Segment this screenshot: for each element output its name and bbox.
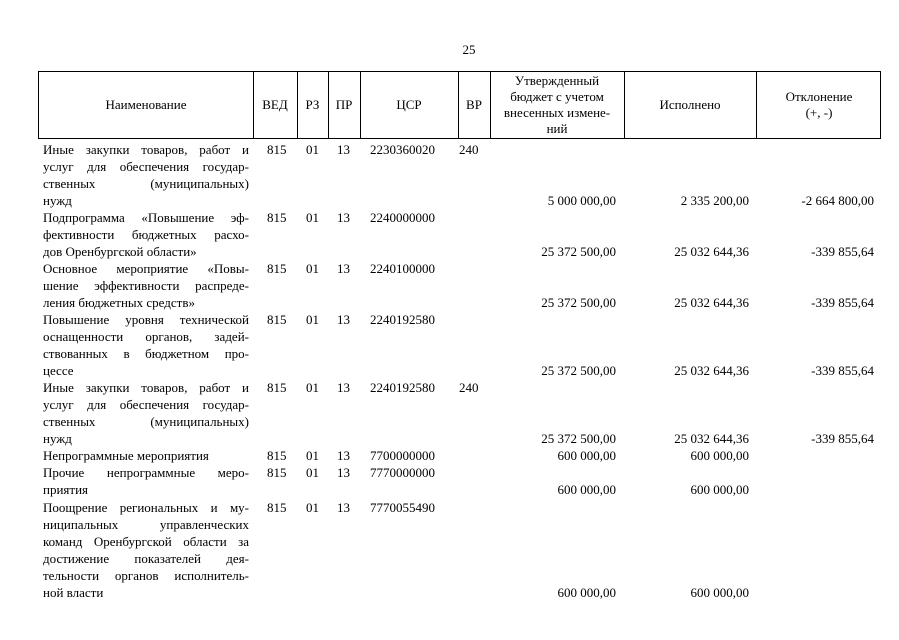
row-pr: 13 <box>337 465 350 480</box>
header-vr: ВР <box>466 97 482 112</box>
row-ved: 815 <box>267 312 287 327</box>
row-pr: 13 <box>337 312 350 327</box>
row-rz: 01 <box>306 142 319 157</box>
row-executed: 25 032 644,36 <box>674 244 749 259</box>
row-budget: 25 372 500,00 <box>541 295 616 310</box>
row-executed: 600 000,00 <box>690 482 749 497</box>
row-rz: 01 <box>306 500 319 515</box>
header-ved: ВЕД <box>262 97 288 112</box>
row-name: Повышение уровня технической оснащенности органов, задей- ствованных в бюджетном про- цессе <box>43 312 249 378</box>
row-vr: 240 <box>459 380 479 395</box>
row-deviation: -2 664 800,00 <box>801 193 874 208</box>
row-csr: 7700000000 <box>370 448 435 463</box>
row-budget: 600 000,00 <box>557 585 616 600</box>
row-executed: 600 000,00 <box>690 448 749 463</box>
row-ved: 815 <box>267 465 287 480</box>
row-executed: 600 000,00 <box>690 585 749 600</box>
row-deviation: -339 855,64 <box>811 295 874 310</box>
header-rz: РЗ <box>305 97 320 112</box>
row-csr: 2240000000 <box>370 210 435 225</box>
row-csr: 2240192580 <box>370 380 435 395</box>
row-ved: 815 <box>267 210 287 225</box>
row-ved: 815 <box>267 261 287 276</box>
row-name: Поощрение региональных и му- ниципальных управленческих команд Оренбургской области за достижение показателей дея- тельности органов исполнитель- ной власти <box>43 500 249 600</box>
row-executed: 25 032 644,36 <box>674 363 749 378</box>
header-csr: ЦСР <box>396 97 422 112</box>
header-executed: Исполнено <box>659 97 721 112</box>
row-pr: 13 <box>337 448 350 463</box>
row-csr: 2230360020 <box>370 142 435 157</box>
row-pr: 13 <box>337 500 350 515</box>
row-budget: 5 000 000,00 <box>547 193 616 208</box>
header-name: Наименование <box>105 97 187 112</box>
row-name: Подпрограмма «Повышение эф- фективности бюджетных расхо- дов Оренбургской области» <box>43 210 249 259</box>
row-vr: 240 <box>459 142 479 157</box>
row-budget: 600 000,00 <box>557 448 616 463</box>
table-header <box>38 71 881 139</box>
row-rz: 01 <box>306 312 319 327</box>
row-rz: 01 <box>306 261 319 276</box>
row-ved: 815 <box>267 500 287 515</box>
header-deviation: Отклонение (+, -) <box>785 89 853 120</box>
page-number: 25 <box>462 42 476 57</box>
row-csr: 2240100000 <box>370 261 435 276</box>
row-executed: 25 032 644,36 <box>674 295 749 310</box>
row-rz: 01 <box>306 448 319 463</box>
row-pr: 13 <box>337 261 350 276</box>
row-name: Непрограммные мероприятия <box>43 448 209 463</box>
row-ved: 815 <box>267 380 287 395</box>
row-rz: 01 <box>306 210 319 225</box>
row-rz: 01 <box>306 465 319 480</box>
row-budget: 25 372 500,00 <box>541 363 616 378</box>
row-executed: 25 032 644,36 <box>674 431 749 446</box>
row-ved: 815 <box>267 448 287 463</box>
row-budget: 25 372 500,00 <box>541 244 616 259</box>
row-budget: 600 000,00 <box>557 482 616 497</box>
row-name: Прочие непрограммные меро- приятия <box>43 465 249 497</box>
header-pr: ПР <box>335 97 353 112</box>
row-pr: 13 <box>337 142 350 157</box>
row-pr: 13 <box>337 210 350 225</box>
row-ved: 815 <box>267 142 287 157</box>
row-name: Иные закупки товаров, работ и услуг для обеспечения государ- ственных (муниципальных) нужд <box>43 380 249 446</box>
row-name: Иные закупки товаров, работ и услуг для обеспечения государ- ственных (муниципальных) нужд <box>43 142 249 208</box>
row-name: Основное мероприятие «Повы- шение эффективности распреде- ления бюджетных средств» <box>43 261 249 310</box>
row-csr: 7770055490 <box>370 500 435 515</box>
row-budget: 25 372 500,00 <box>541 431 616 446</box>
row-deviation: -339 855,64 <box>811 363 874 378</box>
row-pr: 13 <box>337 380 350 395</box>
row-executed: 2 335 200,00 <box>680 193 749 208</box>
row-deviation: -339 855,64 <box>811 244 874 259</box>
row-csr: 7770000000 <box>370 465 435 480</box>
row-csr: 2240192580 <box>370 312 435 327</box>
header-budget: Утвержденный бюджет с учетом внесенных измене- ний <box>503 73 611 136</box>
row-deviation: -339 855,64 <box>811 431 874 446</box>
row-rz: 01 <box>306 380 319 395</box>
